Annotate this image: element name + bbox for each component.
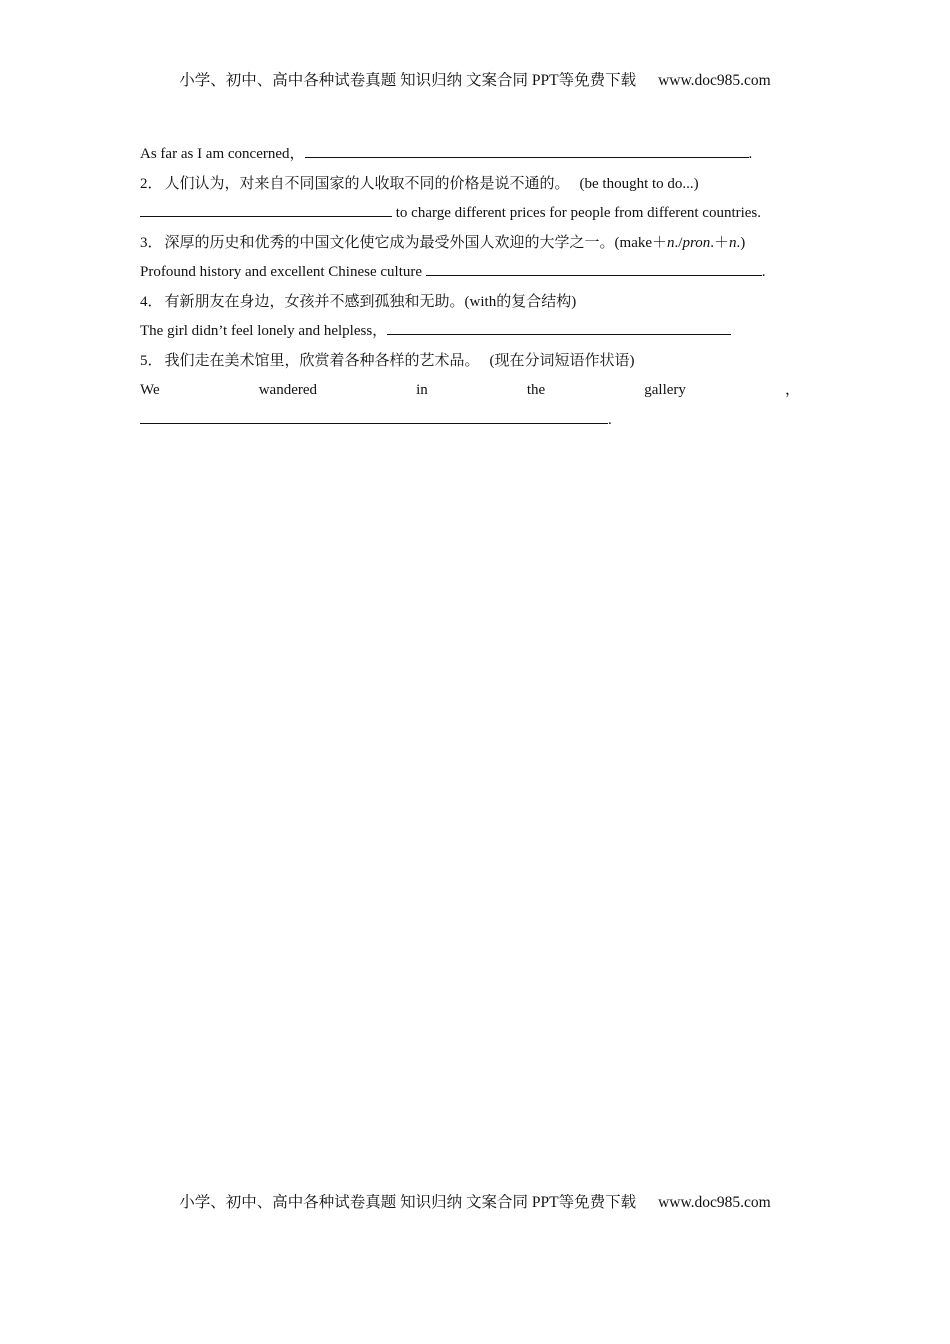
footer-text: 小学、初中、高中各种试卷真题 知识归纳 文案合同 PPT等免费下载 [179, 1194, 637, 1211]
q3-chinese: 深厚的历史和优秀的中国文化使它成为最受外国人欢迎的大学之一。 [164, 234, 615, 251]
q4-prompt [140, 288, 810, 318]
footer-site: www.doc985.com [658, 1194, 771, 1211]
q1-blank[interactable] [305, 144, 749, 158]
q2-blank[interactable] [140, 203, 392, 217]
q4-number: 4． [140, 293, 163, 310]
q4-chinese: 有新朋友在身边，女孩并不感到孤独和无助。 [164, 293, 465, 310]
q5-word: gallery [644, 382, 686, 398]
page-header [0, 68, 950, 90]
q4-note: (with的复合结构) [464, 293, 577, 310]
q5-number: 5． [140, 352, 163, 369]
q5-word: the [526, 382, 546, 398]
q5-word: ， [784, 382, 800, 398]
q5-prompt [140, 347, 810, 377]
q4-blank[interactable] [387, 321, 731, 335]
q4-answer-line [140, 317, 810, 347]
q2-number: 2． [140, 175, 163, 192]
q5-word: wandered [258, 382, 318, 398]
q3-note [615, 235, 746, 251]
q2-prompt [140, 170, 810, 200]
header-site: www.doc985.com [658, 72, 771, 89]
q3-note-slash: ./ [674, 234, 683, 251]
q5-blank[interactable] [140, 410, 608, 424]
q3-blank[interactable] [426, 262, 762, 276]
q3-note-n1: n [667, 234, 675, 251]
q3-note-pron: pron [682, 234, 711, 251]
q4-answer-prefix: The girl didn’t feel lonely and helpless， [140, 323, 388, 339]
q3-number: 3． [140, 234, 163, 251]
q3-end: . [761, 264, 766, 280]
q5-end: . [608, 411, 612, 428]
header-text: 小学、初中、高中各种试卷真题 知识归纳 文案合同 PPT等免费下载 [179, 72, 637, 89]
q3-note-pre: (make＋ [614, 234, 668, 251]
q2-note: (be thought to do...) [579, 175, 699, 192]
exercise-content [140, 140, 810, 435]
q3-prompt [140, 229, 810, 259]
q2-answer-suffix: to charge different prices for people from different countries. [392, 205, 762, 221]
q5-word: in [416, 382, 428, 398]
q5-answer-words [140, 376, 800, 406]
q5-answer-line [140, 406, 810, 436]
q5-chinese: 我们走在美术馆里，欣赏着各种各样的艺术品。 [164, 352, 480, 369]
q3-note-end: .) [736, 234, 746, 251]
q5-note: (现在分词短语作状语) [489, 352, 635, 369]
page-footer [0, 1190, 950, 1212]
q3-note-n2: n [728, 234, 737, 251]
q3-answer-line [140, 258, 810, 288]
q2-answer-line [140, 199, 810, 229]
q2-chinese: 人们认为，对来自不同国家的人收取不同的价格是说不通的。 [164, 175, 570, 192]
q3-note-plus: .＋ [710, 234, 729, 251]
q1-end: . [748, 146, 753, 162]
q3-answer-prefix: Profound history and excellent Chinese culture [140, 264, 426, 280]
q1-answer-line [140, 140, 810, 170]
q5-word: We [140, 382, 160, 398]
q1-answer-prefix: As far as I am concerned， [140, 146, 305, 162]
